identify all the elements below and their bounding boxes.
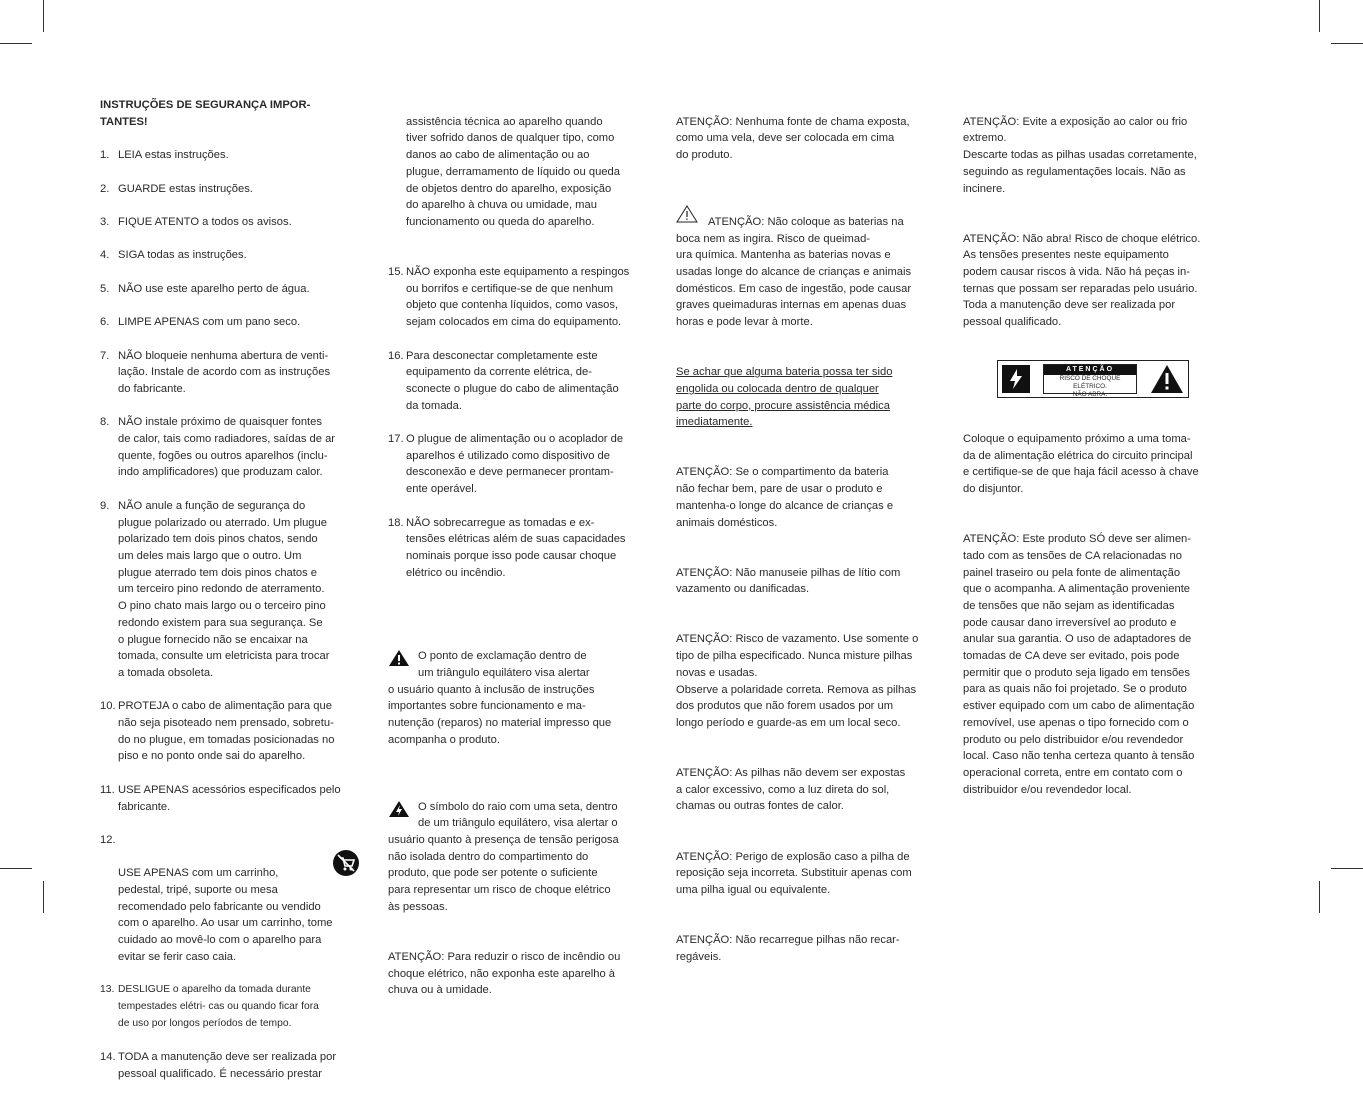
- exclamation-triangle-icon: [1150, 364, 1184, 394]
- column-2: [388, 97, 650, 1016]
- instruction-list: [100, 130, 362, 1099]
- crop-mark: [1331, 868, 1363, 869]
- paragraph: Coloque o equipamento próximo a uma toma- da de alimentação elétrica do circuito principal e certifique-se de que haja fácil acesso à chave do disjuntor.: [963, 432, 1199, 496]
- warning-paragraph: ATENÇÃO: Não abra! Risco de choque elétrico. As tensões presentes neste equipamento podem causar riscos à vida. Não há peças in- ternas que possam ser reparadas pelo usuário. Toda a manutenção deve ser realizada por pessoal qualificado.: [963, 232, 1201, 329]
- warning-paragraph: ATENÇÃO: Nenhuma fonte de chama exposta, como uma vela, deve ser colocada em cima do produto.: [676, 115, 910, 162]
- list-item: 16. Para desconectar completamente este equipamento da corrente elétrica, de- sconecte o plugue do cabo de alimentação da tomada.: [388, 349, 619, 412]
- exclamation-note: O ponto de exclamação dentro de um triângulo equilátero visa alertar o usuário quanto à inclusão de instruções importantes sobre funcionamento e ma- nutenção (reparos) no material impresso que acompanha o produto.: [388, 650, 612, 746]
- list-item: 2. GUARDE estas instruções.: [100, 182, 253, 195]
- column-3: [676, 97, 938, 982]
- crop-mark: [0, 868, 32, 869]
- lightning-note: O símbolo do raio com uma seta, dentro de um triângulo equilátero, visa alertar o usuário quanto à presença de tensão perigosa não isolada dentro do compartimento do produto, que pode ser potente o suficiente para representar um risco de choque elétrico às pessoas.: [388, 800, 619, 913]
- column-1: [100, 97, 362, 1099]
- list-item: 5. NÃO use este aparelho perto de água.: [100, 282, 310, 295]
- crop-mark: [1319, 881, 1320, 913]
- cart-warning-icon: [332, 849, 360, 877]
- list-item: 3. FIQUE ATENTO a todos os avisos.: [100, 215, 292, 228]
- list-item: 6. LIMPE APENAS com um pano seco.: [100, 316, 301, 329]
- warning-paragraph: ATENÇÃO: Não manuseie pilhas de lítio com vazamento ou danificadas.: [676, 566, 901, 596]
- list-item-continuation: assistência técnica ao aparelho quando tiver sofrido danos de qualquer tipo, como danos ao cabo de alimentação ou ao plugue, derramamento de líquido ou queda de objetos dentro do aparelho, exposição do aparelho à chuva ou umidade, mau funcionamento ou queda do aparelho.: [406, 115, 620, 228]
- crop-mark: [1319, 0, 1320, 32]
- list-item: 13. DESLIGUE o aparelho da tomada durante tempestades elétri- cas ou quando ficar fora de uso por longos períodos de tempo.: [100, 984, 319, 1029]
- list-item: 11. USE APENAS acessórios especificados pelo fabricante.: [100, 783, 341, 813]
- exclamation-triangle-icon: [388, 649, 410, 667]
- medical-note: Se achar que alguma bateria possa ter sido engolida ou colocada dentro de qualquer parte do corpo, procure assistência médica imediatamente.: [676, 366, 893, 429]
- list-item: 14. TODA a manutenção deve ser realizada por pessoal qualificado. É necessário prestar: [100, 1051, 337, 1080]
- warning-paragraph: ATENÇÃO: Risco de vazamento. Use somente o tipo de pilha especificado. Nunca misture pilhas novas e usadas. Observe a polaridade correta. Remova as pilhas dos produtos que não forem usados por um longo período e guarde-as em um local seco.: [676, 633, 919, 729]
- list-item: 9. NÃO anule a função de segurança do plugue polarizado ou aterrado. Um plugue polarizado tem dois pinos chatos, sendo um deles mais largo que o outro. Um plugue aterrado tem dois pinos chatos e um terceiro pino redondo de aterramento. O pino chato mais largo ou o terceiro pino redondo existem para sua segurança. Se o plugue fornecido não se encaixar na tomada, consulte um eletricista para trocar a tomada obsoleta.: [100, 499, 330, 679]
- battery-warning: ATENÇÃO: Não coloque as baterias na boca nem as ingira. Risco de queimad- ura química. Mantenha as baterias novas e usadas longe do alcance de crianças e animais domésticos. Em caso de ingestão, pode causar graves queimaduras internas em apenas duas horas e pode levar à morte.: [676, 197, 938, 331]
- crop-mark: [0, 43, 32, 44]
- fire-warning: ATENÇÃO: Para reduzir o risco de incêndio ou choque elétrico, não exponha este aparelho à chuva ou à umidade.: [388, 950, 621, 997]
- instruction-list: [388, 247, 650, 598]
- column-4: [963, 97, 1228, 815]
- list-item: 1. LEIA estas instruções.: [100, 149, 229, 162]
- warning-outline-icon: [676, 205, 698, 223]
- crop-mark: [43, 0, 44, 32]
- warning-paragraph: ATENÇÃO: Este produto SÓ deve ser alimen- tado com as tensões de CA relacionadas no painel traseiro ou pela fonte de alimentação que o acompanha. A alimentação proveniente de tensões que não sejam as identificadas pode causar dano irreversível ao produto e anular sua garantia. O uso de adaptadores de tomadas de CA deve ser evitado, pois pode permitir que o produto seja ligado em tensões para as quais não foi projetado. Se o produto estiver equipado com um cabo de alimentação removível, use apenas o tipo fornecido com o produto ou pelo distribuidor e/ou revendedor local. Caso não tenha certeza quanto à tensão operacional correta, entre em contato com o distribuidor e/ou revendedor local.: [963, 533, 1195, 796]
- lightning-icon: [1002, 365, 1030, 393]
- list-item: 7. NÃO bloqueie nenhuma abertura de venti- lação. Instale de acordo com as instruções do fabricante.: [100, 349, 331, 395]
- crop-mark: [43, 881, 44, 913]
- warning-paragraph: ATENÇÃO: Evite a exposição ao calor ou frio extremo. Descarte todas as pilhas usadas corretamente, seguindo as regulamentações locais. Não as incinere.: [963, 115, 1197, 195]
- crop-mark: [1331, 43, 1363, 44]
- warning-label-text: ATENÇÃO RISCO DE CHOQUE ELÉTRICO. NÃO ABRA.: [1043, 364, 1137, 394]
- list-item: 8. NÃO instale próximo de quaisquer fontes de calor, tais como radiadores, saídas de ar quente, fogões ou outros aparelhos (inclu- indo amplificadores) que produzam calor.: [100, 416, 336, 479]
- list-item: 12. USE APENAS com um carrinho, pedestal, tripé, suporte ou mesa recomendado pelo fabricante ou vendido com o aparelho. Ao usar um carrinho, tome cuidado ao movê-lo com o aparelho para evitar se ferir caso caia.: [100, 832, 362, 966]
- warning-paragraph: ATENÇÃO: Se o compartimento da bateria não fechar bem, pare de usar o produto e mantenha-o longe do alcance de crianças e animais domésticos.: [676, 466, 894, 529]
- list-item: 15. NÃO exponha este equipamento a respingos ou borrifos e certifique-se de que nenhum objeto que contenha líquidos, como vasos, sejam colocados em cima do equipamento.: [388, 266, 630, 329]
- list-item: 10. PROTEJA o cabo de alimentação para que não seja pisoteado nem prensado, sobretu- do no plugue, em tomadas posicionadas no piso e no ponto onde sai do aparelho.: [100, 700, 335, 763]
- warning-paragraph: ATENÇÃO: As pilhas não devem ser expostas a calor excessivo, como a luz direta do sol, chamas ou outras fontes de calor.: [676, 767, 906, 813]
- list-item: 18. NÃO sobrecarregue as tomadas e ex- tensões elétricas além de suas capacidades nominais porque isso pode causar choque elétrico ou incêndio.: [388, 516, 626, 579]
- warning-paragraph: ATENÇÃO: Perigo de explosão caso a pilha de reposição seja incorreta. Substituir apenas com uma pilha igual ou equivalente.: [676, 850, 912, 896]
- lightning-triangle-icon: [388, 800, 410, 818]
- section-title: INSTRUÇÕES DE SEGURANÇA IMPOR- TANTES!: [100, 99, 311, 128]
- warning-paragraph: ATENÇÃO: Não recarregue pilhas não recar- regáveis.: [676, 934, 900, 963]
- shock-warning-label: [997, 360, 1189, 398]
- list-item: 17. O plugue de alimentação ou o acoplador de aparelhos é utilizado como dispositivo de desconexão e deve permanecer prontam- ente operável.: [388, 433, 624, 496]
- list-item: 4. SIGA todas as instruções.: [100, 249, 247, 262]
